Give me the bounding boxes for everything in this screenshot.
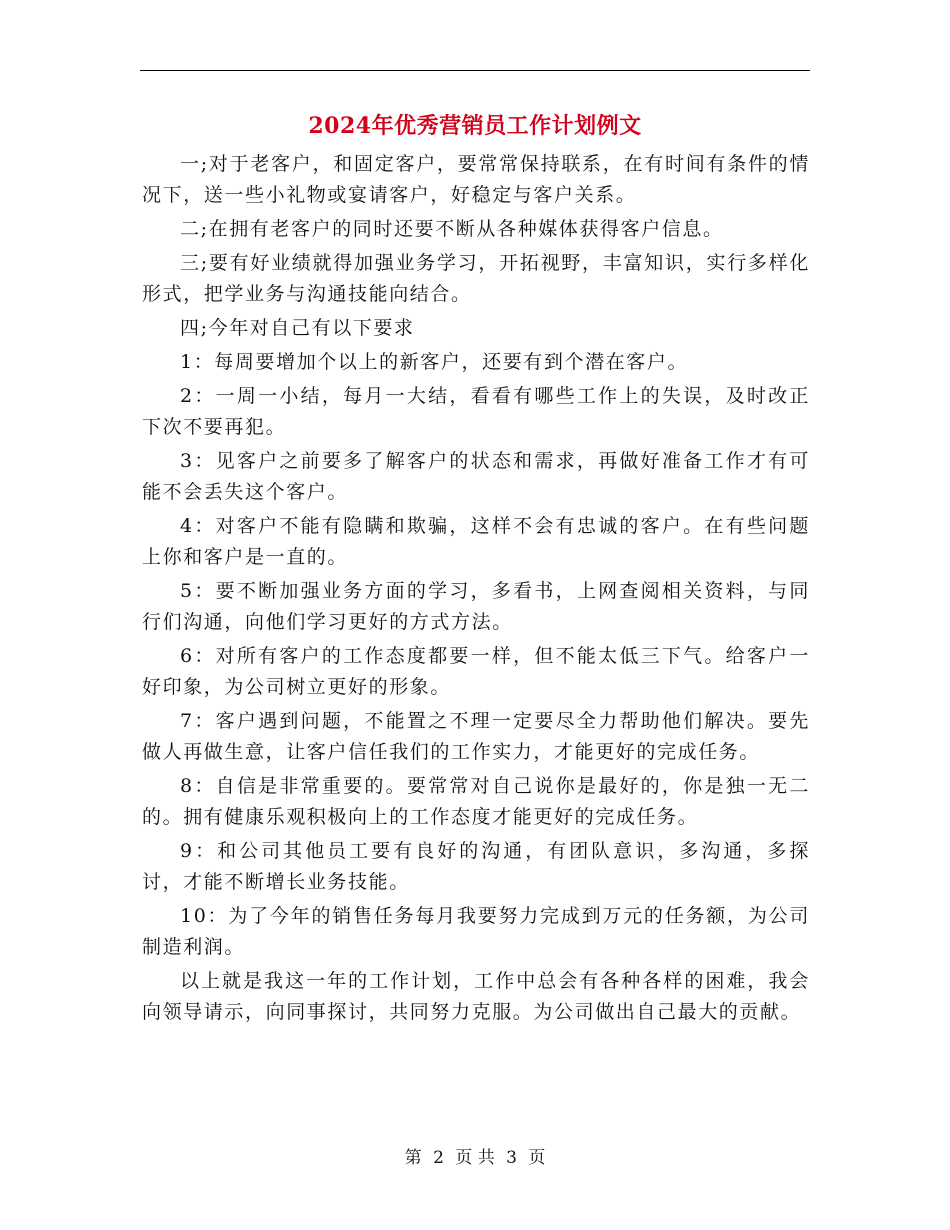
paragraph: 8：自信是非常重要的。要常常对自己说你是最好的，你是独一无二的。拥有健康乐观积极向上的工作态度才能更好的完成任务。 xyxy=(142,775,810,828)
document-title: 2024年优秀营销员工作计划例文 xyxy=(308,113,642,139)
paragraph: 以上就是我这一年的工作计划，工作中总会有各种各样的困难，我会向领导请示，向同事探讨，共同努力克服。为公司做出自己最大的贡献。 xyxy=(142,970,810,1023)
paragraph: 四;今年对自己有以下要求 xyxy=(180,317,415,339)
footer-middle: 页 共 xyxy=(455,1148,495,1168)
header-rule xyxy=(140,70,810,71)
paragraph: 三;要有好业绩就得加强业务学习，开拓视野，丰富知识，实行多样化形式，把学业务与沟通技能向结合。 xyxy=(142,252,810,305)
document-body xyxy=(142,149,810,1031)
paragraph: 5：要不断加强业务方面的学习，多看书，上网查阅相关资料，与同行们沟通，向他们学习更好的方式方法。 xyxy=(142,580,810,633)
footer-prefix: 第 xyxy=(404,1148,422,1168)
footer-total-pages: 3 xyxy=(506,1148,517,1168)
paragraph: 一;对于老客户，和固定客户，要常常保持联系，在有时间有条件的情况下，送一些小礼物或宴请客户，好稳定与客户关系。 xyxy=(142,153,810,206)
paragraph: 4：对客户不能有隐瞒和欺骗，这样不会有忠诚的客户。在有些问题上你和客户是一直的。 xyxy=(142,515,810,568)
paragraph: 3：见客户之前要多了解客户的状态和需求，再做好准备工作才有可能不会丢失这个客户。 xyxy=(142,450,810,503)
paragraph: 7：客户遇到问题，不能置之不理一定要尽全力帮助他们解决。要先做人再做生意，让客户信任我们的工作实力，才能更好的完成任务。 xyxy=(142,710,810,763)
paragraph: 6：对所有客户的工作态度都要一样，但不能太低三下气。给客户一好印象，为公司树立更好的形象。 xyxy=(142,645,810,698)
footer-suffix: 页 xyxy=(528,1148,546,1168)
page-footer xyxy=(140,1146,810,1170)
paragraph: 9：和公司其他员工要有良好的沟通，有团队意识，多沟通，多探讨，才能不断增长业务技能。 xyxy=(142,840,810,893)
paragraph: 10：为了今年的销售任务每月我要努力完成到万元的任务额，为公司制造利润。 xyxy=(142,905,810,958)
paragraph: 2：一周一小结，每月一大结，看看有哪些工作上的失误，及时改正下次不要再犯。 xyxy=(142,385,810,438)
paragraph: 二;在拥有老客户的同时还要不断从各种媒体获得客户信息。 xyxy=(180,218,724,240)
footer-page-number: 2 xyxy=(433,1148,444,1168)
paragraph: 1：每周要增加个以上的新客户，还要有到个潜在客户。 xyxy=(180,351,689,373)
